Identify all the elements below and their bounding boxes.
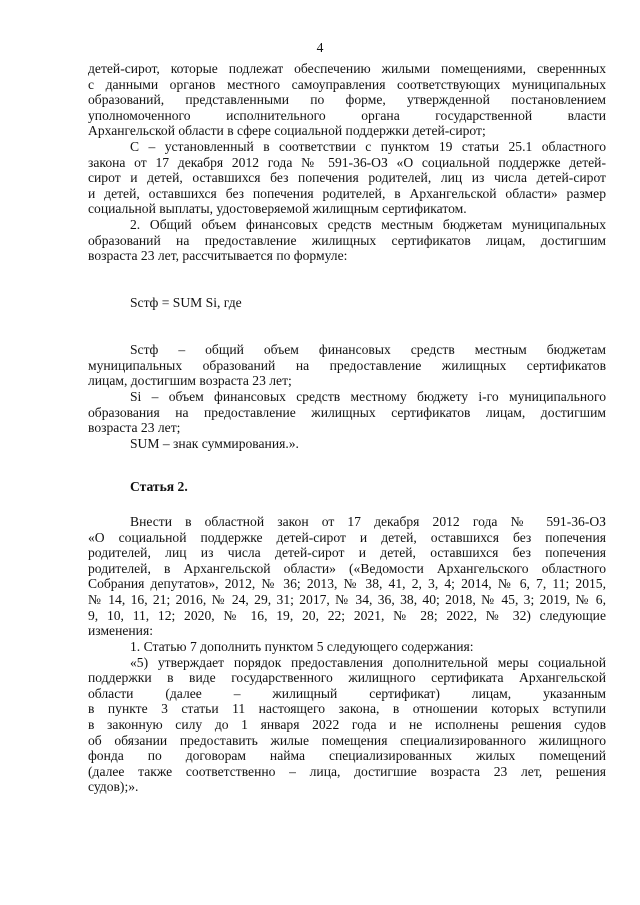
text-line: SUM – знак суммирования.».: [130, 435, 299, 451]
text-line: поддержки в виде государственного жилищного сертификата Архангельской: [88, 670, 606, 686]
text-line: образования на предоставление жилищных сертификатов лицам, достигшим: [88, 404, 606, 420]
text-line: уполномоченного исполнительного органа государственной власти: [88, 107, 606, 123]
paragraph-block: [88, 342, 606, 389]
text-line: судов);».: [88, 779, 139, 795]
paragraph-block: [88, 217, 606, 264]
text-line: (далее также соответственно – лица, достигшие возраста 23 лет, решения: [88, 763, 606, 779]
text-line: в законную силу до 1 января 2022 года и не исполнены решения судов: [88, 716, 606, 732]
paragraph-block: [88, 139, 606, 217]
text-line: возраста 23 лет;: [88, 420, 181, 436]
text-line: родителей, лиц из числа детей-сирот и детей, оставшихся без попечения: [88, 545, 606, 561]
text-line: с данными органов местного самоуправления соответствующих муниципальных: [88, 76, 606, 92]
text-line: фонда по договорам найма специализированных жилых помещений: [88, 748, 606, 764]
paragraph-block: [88, 639, 606, 795]
page-number: 4: [316, 40, 324, 55]
paragraph-block: [88, 479, 606, 495]
text-line: родителей, в Архангельской области» («Ведомости Архангельского областного: [88, 560, 606, 576]
text-line: лицам, достигшим возраста 23 лет;: [88, 373, 292, 389]
text-line: Внести в областной закон от 17 декабря 2012 года № 591-36-ОЗ: [130, 514, 606, 529]
paragraph-block: [88, 61, 606, 139]
paragraph-block: [88, 389, 606, 451]
text-line: области (далее – жилищный сертификат) лицам, указанным: [88, 685, 606, 701]
text-line: закона от 17 декабря 2012 года № 591-36-ОЗ «О социальной поддержке детей-: [88, 154, 606, 170]
text-line: детей-сирот, которые подлежат обеспечению жилыми помещениями, свереннных: [88, 61, 606, 76]
text-line: Sстф – общий объем финансовых средств местным бюджетам: [130, 342, 606, 357]
text-line: возраста 23 лет, рассчитывается по формуле:: [88, 248, 348, 264]
text-line: «5) утверждает порядок предоставления дополнительной меры социальной: [130, 654, 606, 670]
text-line: С – установленный в соответствии с пунктом 19 статьи 25.1 областного: [130, 139, 606, 154]
text-line: № 14, 16, 21; 2016, № 24, 29, 31; 2017, № 34, 36, 38, 40; 2018, № 45, 3; 2019, № 6,: [88, 591, 606, 607]
text-line: изменения:: [88, 623, 153, 639]
text-line: муниципальных образований на предоставление жилищных сертификатов: [88, 357, 606, 373]
paragraph-block: [88, 295, 606, 311]
text-line: об обязании предоставить жилые помещения специализированного жилищного: [88, 732, 606, 748]
text-line: социальной выплаты, удостоверяемой жилищным сертификатом.: [88, 201, 467, 217]
text-line: образований, представленными по форме, утвержденной постановлением: [88, 92, 606, 108]
text-line: сирот и детей, оставшихся без попечения родителей, лиц из числа детей-сирот: [88, 170, 606, 186]
section-heading: Статья 2.: [130, 479, 188, 494]
text-line: 2. Общий объем финансовых средств местным бюджетам муниципальных: [130, 217, 606, 232]
text-line: 1. Статью 7 дополнить пунктом 5 следующего содержания:: [130, 639, 474, 654]
text-line: Si – объем финансовых средств местному бюджету i-го муниципального: [130, 389, 606, 404]
paragraph-block: [88, 514, 606, 639]
text-line: и детей, оставшихся без попечения родителей, в Архангельской области» размер: [88, 185, 606, 201]
text-line: Sстф = SUM Si, где: [130, 295, 242, 310]
text-line: Архангельской области в сфере социальной поддержки детей-сирот;: [88, 123, 486, 139]
text-line: образований на предоставление жилищных сертификатов лицам, достигшим: [88, 232, 606, 248]
text-line: в пункте 3 статьи 11 настоящего закона, в отношении которых вступили: [88, 701, 606, 717]
text-line: Собрания депутатов», 2012, № 36; 2013, № 38, 41, 2, 3, 4; 2014, № 6, 7, 11; 2015,: [88, 576, 606, 592]
text-line: «О социальной поддержке детей-сирот и детей, оставшихся без попечения: [88, 529, 606, 545]
text-line: 9, 10, 11, 12; 2020, № 16, 19, 20, 22; 2021, № 28; 2022, № 32) следующие: [88, 607, 606, 623]
